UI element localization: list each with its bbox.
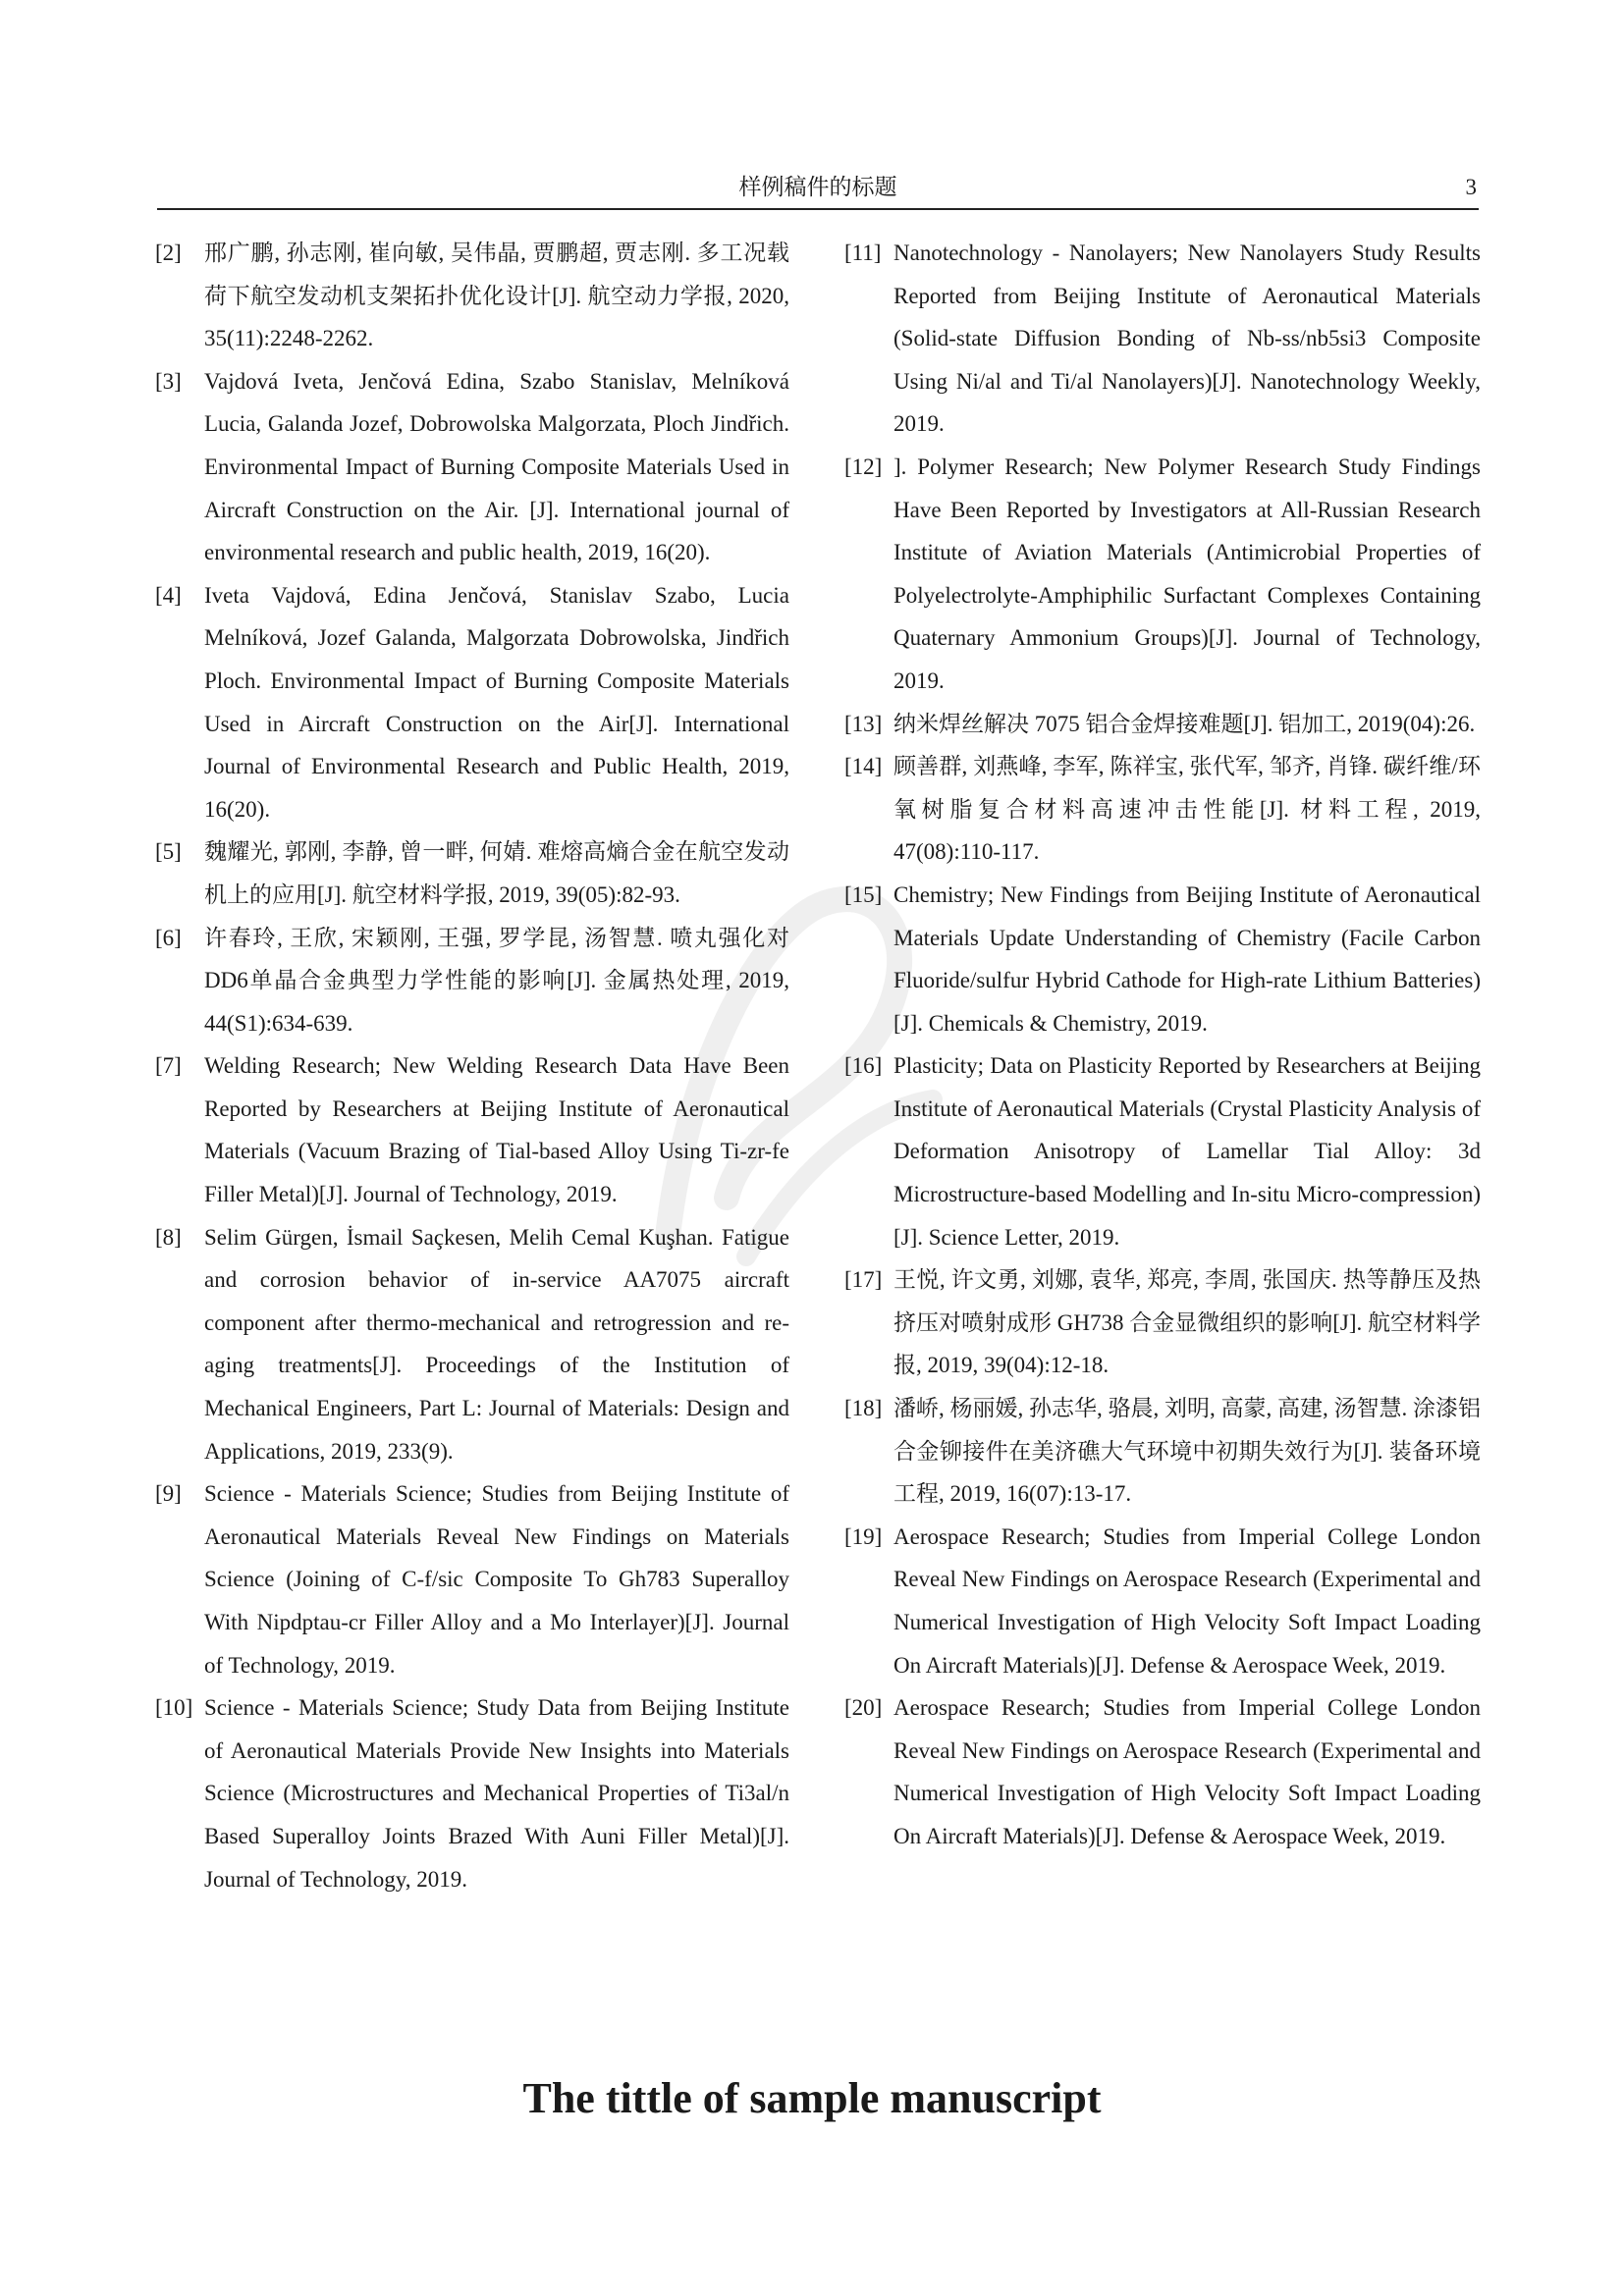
reference-number: [13] xyxy=(844,711,883,736)
reference-text: 邢广鹏, 孙志刚, 崔向敏, 吴伟晶, 贾鹏超, 贾志刚. 多工况载荷下航空发动机支架拓扑优化设计[J]. 航空动力学报, 2020, 35(11):2248-2262. xyxy=(204,240,789,351)
reference-item xyxy=(155,917,789,1045)
reference-item xyxy=(844,1387,1481,1516)
reference-number: [8] xyxy=(155,1224,182,1250)
reference-list-left xyxy=(155,232,789,1900)
reference-item xyxy=(155,360,789,574)
reference-text: Selim Gürgen, İsmail Saçkesen, Melih Cemal Kuşhan. Fatigue and corrosion behavior of in-service AA7075 aircraft component after thermo-mechanical and retrogression and re-aging treatments[J]. Proceedings of the Institution of Mechanical Engineers, Part L: Journal of Materials: Design and Applications, 2019, 233(9). xyxy=(204,1224,789,1464)
reference-text: 顾善群, 刘燕峰, 李军, 陈祥宝, 张代军, 邹齐, 肖锋. 碳纤维/环氧树脂复合材料高速冲击性能[J]. 材料工程, 2019, 47(08):110-117. xyxy=(893,754,1481,865)
reference-item xyxy=(844,446,1481,703)
reference-text: Science - Materials Science; Studies from Beijing Institute of Aeronautical Materials Reveal New Findings on Materials Science (Joining of C-f/sic Composite To Gh783 Superalloy With Nipdptau-cr Filler Alloy and a Mo Interlayer)[J]. Journal of Technology, 2019. xyxy=(204,1481,789,1678)
english-title: The tittle of sample manuscript xyxy=(522,2074,1102,2122)
reference-number: [4] xyxy=(155,582,182,608)
reference-text: Nanotechnology - Nanolayers; New Nanolayers Study Results Reported from Beijing Institute of Aeronautical Materials (Solid-state Diffusion Bonding of Nb-ss/nb5si3 Composite Using Ni/al and Ti/al Nanolayers)[J]. Nanotechnology Weekly, 2019. xyxy=(893,240,1481,437)
reference-number: [20] xyxy=(844,1695,883,1721)
reference-item xyxy=(844,1516,1481,1686)
reference-number: [16] xyxy=(844,1053,883,1079)
reference-text: Plasticity; Data on Plasticity Reported by Researchers at Beijing Institute of Aeronautical Materials (Crystal Plasticity Analysis of Deformation Anisotropy of Lamellar Tial Alloy: 3d Microstructure-based Modelling and In-situ Micro-compression)[J]. Science Letter, 2019. xyxy=(893,1053,1481,1250)
reference-item xyxy=(844,1044,1481,1258)
reference-text: 潘峤, 杨丽媛, 孙志华, 骆晨, 刘明, 高蒙, 高建, 汤智慧. 涂漆铝合金铆接件在美济礁大气环境中初期失效行为[J]. 装备环境工程, 2019, 16(07):13-17. xyxy=(893,1396,1481,1507)
reference-number: [12] xyxy=(844,454,883,479)
reference-list-right xyxy=(844,232,1481,1858)
reference-number: [2] xyxy=(155,240,182,265)
reference-number: [7] xyxy=(155,1053,182,1079)
reference-text: 许春玲, 王欣, 宋颖刚, 王强, 罗学昆, 汤智慧. 喷丸强化对DD6单晶合金典型力学性能的影响[J]. 金属热处理, 2019, 44(S1):634-639. xyxy=(204,925,789,1036)
reference-item xyxy=(844,1258,1481,1387)
running-title: 样例稿件的标题 xyxy=(738,175,897,199)
reference-text: Iveta Vajdová, Edina Jenčová, Stanislav Szabo, Lucia Melníková, Jozef Galanda, Malgorzata Dobrowolska, Jindřich Ploch. Environmental Impact of Burning Composite Materials Used in Aircraft Construction on the Air[J]. International Journal of Environmental Research and Public Health, 2019, 16(20). xyxy=(204,582,789,822)
reference-number: [19] xyxy=(844,1523,883,1549)
header-rule xyxy=(157,208,1479,210)
reference-item xyxy=(155,1686,789,1900)
reference-item xyxy=(155,232,789,360)
reference-item xyxy=(844,703,1481,746)
reference-item xyxy=(155,1216,789,1473)
page-number: 3 xyxy=(1465,175,1477,199)
reference-item xyxy=(155,1044,789,1215)
reference-number: [3] xyxy=(155,368,182,394)
reference-text: Science - Materials Science; Study Data from Beijing Institute of Aeronautical Materials Provide New Insights into Materials Science (Microstructures and Mechanical Properties of Ti3al/n Based Superalloy Joints Brazed With Auni Filler Metal)[J]. Journal of Technology, 2019. xyxy=(204,1695,789,1892)
reference-text: 魏耀光, 郭刚, 李静, 曾一畔, 何婧. 难熔高熵合金在航空发动机上的应用[J]. 航空材料学报, 2019, 39(05):82-93. xyxy=(204,839,789,907)
reference-item xyxy=(844,232,1481,446)
reference-number: [11] xyxy=(844,240,882,265)
reference-text: 王悦, 许文勇, 刘娜, 袁华, 郑亮, 李周, 张国庆. 热等静压及热挤压对喷射成形 GH738 合金显微组织的影响[J]. 航空材料学报, 2019, 39(04):12-18. xyxy=(893,1267,1481,1378)
reference-item xyxy=(155,1472,789,1686)
reference-number: [17] xyxy=(844,1267,883,1293)
reference-number: [9] xyxy=(155,1481,182,1507)
reference-number: [10] xyxy=(155,1695,193,1721)
reference-number: [14] xyxy=(844,754,883,779)
reference-number: [6] xyxy=(155,925,182,950)
reference-text: Aerospace Research; Studies from Imperial College London Reveal New Findings on Aerospace Research (Experimental and Numerical Investigation of High Velocity Soft Impact Loading On Aircraft Materials)[J]. Defense & Aerospace Week, 2019. xyxy=(893,1695,1481,1848)
reference-number: [5] xyxy=(155,839,182,865)
reference-text: Chemistry; New Findings from Beijing Institute of Aeronautical Materials Update Understanding of Chemistry (Facile Carbon Fluoride/sulfur Hybrid Cathode for High-rate Lithium Batteries)[J]. Chemicals & Chemistry, 2019. xyxy=(893,881,1481,1036)
reference-text: Vajdová Iveta, Jenčová Edina, Szabo Stanislav, Melníková Lucia, Galanda Jozef, Dobrowolska Malgorzata, Ploch Jindřich. Environmental Impact of Burning Composite Materials Used in Aircraft Construction on the Air. [J]. International journal of environmental research and public health, 2019, 16(20). xyxy=(204,368,789,565)
reference-number: [18] xyxy=(844,1396,883,1421)
reference-item xyxy=(844,874,1481,1044)
reference-text: 纳米焊丝解决 7075 铝合金焊接难题[J]. 铝加工, 2019(04):26. xyxy=(893,711,1476,736)
reference-number: [15] xyxy=(844,881,883,907)
reference-text: ]. Polymer Research; New Polymer Research Study Findings Have Been Reported by Investigators at All-Russian Research Institute of Aviation Materials (Antimicrobial Properties of Polyelectrolyte-Amphiphilic Surfactant Complexes Containing Quaternary Ammonium Groups)[J]. Journal of Technology, 2019. xyxy=(893,454,1481,693)
reference-item xyxy=(155,574,789,831)
reference-item xyxy=(844,745,1481,874)
reference-item xyxy=(155,830,789,916)
reference-text: Welding Research; New Welding Research Data Have Been Reported by Researchers at Beijing Institute of Aeronautical Materials (Vacuum Brazing of Tial-based Alloy Using Ti-zr-fe Filler Metal)[J]. Journal of Technology, 2019. xyxy=(204,1053,789,1207)
reference-text: Aerospace Research; Studies from Imperial College London Reveal New Findings on Aerospace Research (Experimental and Numerical Investigation of High Velocity Soft Impact Loading On Aircraft Materials)[J]. Defense & Aerospace Week, 2019. xyxy=(893,1523,1481,1678)
page-header xyxy=(157,173,1479,208)
reference-item xyxy=(844,1686,1481,1857)
